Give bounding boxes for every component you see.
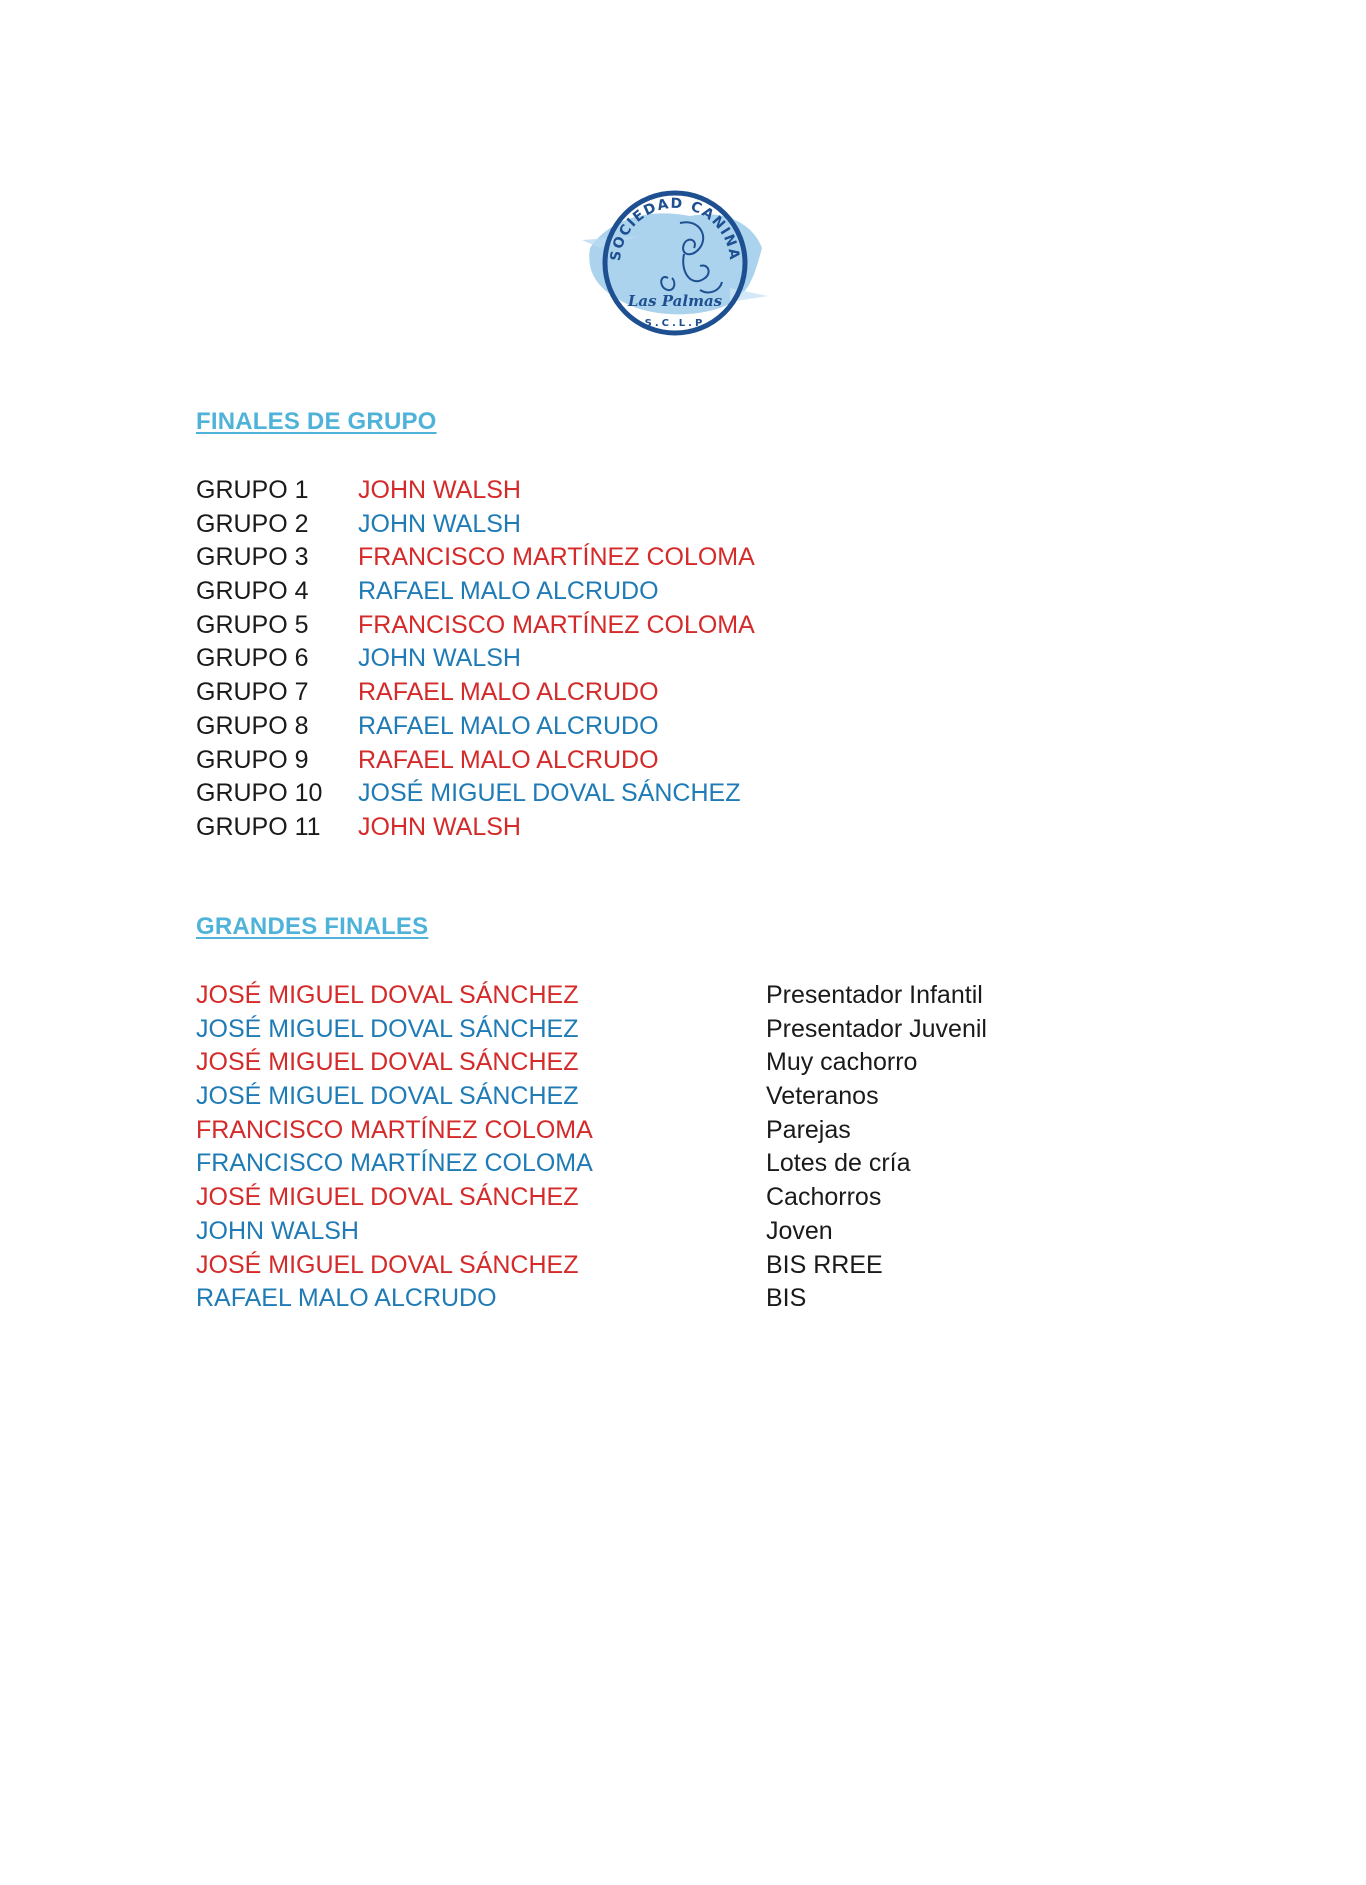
judge-name: JOSÉ MIGUEL DOVAL SÁNCHEZ [196, 1082, 579, 1111]
table-row [196, 1114, 1096, 1148]
table-row [196, 1147, 1096, 1181]
grandes-finales-heading: GRANDES FINALES [196, 913, 429, 940]
judge-name: JOSÉ MIGUEL DOVAL SÁNCHEZ [196, 1183, 579, 1212]
sociedad-canina-logo [580, 178, 770, 338]
category-label: BIS [766, 1284, 807, 1313]
table-row [196, 541, 1096, 575]
judge-name: JOSÉ MIGUEL DOVAL SÁNCHEZ [196, 1048, 579, 1077]
finales-de-grupo-heading: FINALES DE GRUPO [196, 408, 437, 435]
logo-text-script: Las Palmas [627, 292, 723, 310]
group-label: GRUPO 8 [196, 711, 309, 740]
group-label: GRUPO 9 [196, 745, 309, 774]
table-row [196, 575, 1096, 609]
group-label: GRUPO 5 [196, 610, 309, 639]
table-row [196, 1215, 1096, 1249]
table-row [196, 744, 1096, 778]
table-row [196, 676, 1096, 710]
judge-name: JOHN WALSH [358, 644, 521, 673]
judge-name: JOSÉ MIGUEL DOVAL SÁNCHEZ [358, 779, 741, 808]
group-label: GRUPO 3 [196, 543, 309, 572]
judge-name: RAFAEL MALO ALCRUDO [358, 745, 659, 774]
judge-name: RAFAEL MALO ALCRUDO [358, 711, 659, 740]
logo-text-top: SOCIEDAD CANINA [607, 195, 743, 262]
table-row [196, 474, 1096, 508]
judge-name: JOSÉ MIGUEL DOVAL SÁNCHEZ [196, 981, 579, 1009]
table-row [196, 777, 1096, 811]
judge-name: JOSÉ MIGUEL DOVAL SÁNCHEZ [196, 1250, 579, 1279]
table-row [196, 811, 1096, 845]
judge-name: RAFAEL MALO ALCRUDO [358, 577, 659, 606]
group-label: GRUPO 1 [196, 476, 309, 504]
group-label: GRUPO 2 [196, 509, 309, 538]
table-row [196, 609, 1096, 643]
judge-name: JOSÉ MIGUEL DOVAL SÁNCHEZ [196, 1014, 579, 1043]
table-row [196, 1046, 1096, 1080]
group-label: GRUPO 7 [196, 678, 309, 707]
group-label: GRUPO 10 [196, 779, 323, 808]
category-label: Muy cachorro [766, 1048, 918, 1077]
judge-name: JOHN WALSH [358, 476, 521, 504]
group-label: GRUPO 4 [196, 577, 309, 606]
category-label: Veteranos [766, 1082, 879, 1111]
table-row [196, 1282, 1096, 1316]
judge-name: FRANCISCO MARTÍNEZ COLOMA [196, 1149, 593, 1178]
category-label: Lotes de cría [766, 1149, 911, 1178]
judge-name: FRANCISCO MARTÍNEZ COLOMA [358, 610, 755, 639]
category-label: Presentador Juvenil [766, 1014, 987, 1043]
group-label: GRUPO 6 [196, 644, 309, 673]
table-row [196, 979, 1096, 1013]
judge-name: FRANCISCO MARTÍNEZ COLOMA [358, 543, 755, 572]
category-label: Joven [766, 1216, 833, 1245]
judge-name: JOHN WALSH [358, 509, 521, 538]
category-label: BIS RREE [766, 1250, 883, 1279]
judge-name: RAFAEL MALO ALCRUDO [196, 1284, 497, 1313]
table-row [196, 1080, 1096, 1114]
group-label: GRUPO 11 [196, 812, 321, 841]
judge-name: JOHN WALSH [196, 1216, 359, 1245]
table-row [196, 1249, 1096, 1283]
table-row [196, 642, 1096, 676]
grandes-finales-list [196, 979, 1096, 1316]
category-label: Presentador Infantil [766, 981, 983, 1009]
table-row [196, 1013, 1096, 1047]
judge-name: FRANCISCO MARTÍNEZ COLOMA [196, 1115, 593, 1144]
category-label: Parejas [766, 1115, 851, 1144]
table-row [196, 508, 1096, 542]
category-label: Cachorros [766, 1183, 882, 1212]
table-row [196, 1181, 1096, 1215]
judge-name: JOHN WALSH [358, 812, 521, 841]
table-row [196, 710, 1096, 744]
logo-text-bottom: S.C.L.P [644, 318, 706, 329]
finales-de-grupo-list [196, 474, 1096, 845]
judge-name: RAFAEL MALO ALCRUDO [358, 678, 659, 707]
